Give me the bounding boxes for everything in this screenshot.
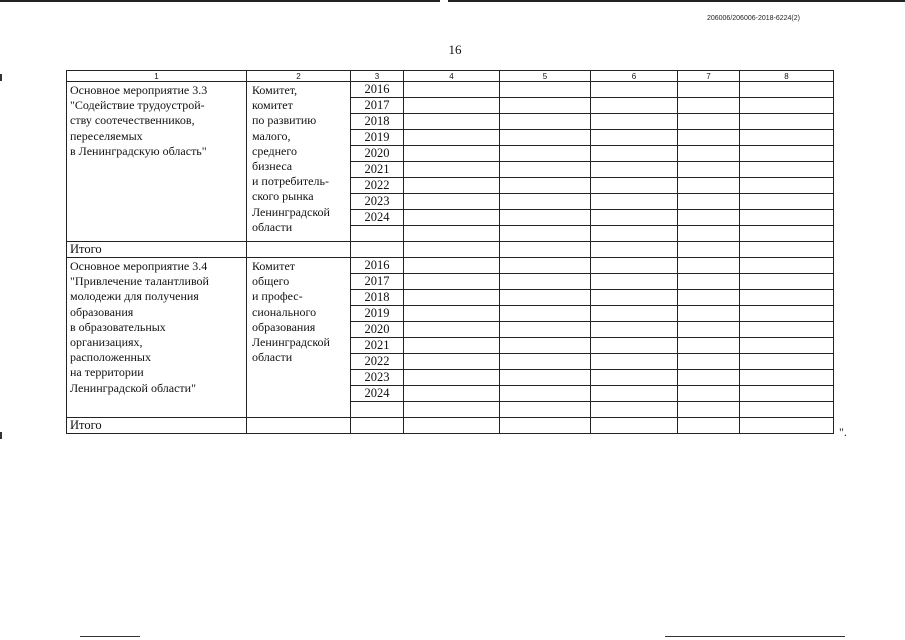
activity-name: Основное мероприятие 3.3 "Содействие трудоустрой- ству соотечественников, переселяемых в Ленинградскую область" xyxy=(70,83,208,158)
header-cell: 3 xyxy=(351,71,404,82)
executor-name: Комитет, комитет по развитию малого, среднего бизнеса и потребитель- ского рынка Ленинградской области xyxy=(252,83,330,234)
table-row xyxy=(67,82,834,98)
year-cell: 2021 xyxy=(351,162,404,178)
header-cell: 5 xyxy=(500,71,591,82)
activity-cell xyxy=(67,258,247,418)
header-cell: 4 xyxy=(404,71,500,82)
year-cell: 2022 xyxy=(351,354,404,370)
total-row xyxy=(67,242,834,258)
header-cell: 6 xyxy=(591,71,678,82)
year-cell: 2017 xyxy=(351,98,404,114)
page-top-edge xyxy=(0,0,905,2)
table-row xyxy=(67,258,834,274)
year-cell: 2018 xyxy=(351,114,404,130)
header-cell: 2 xyxy=(247,71,351,82)
year-cell: 2024 xyxy=(351,386,404,402)
header-cell: 8 xyxy=(740,71,834,82)
scan-bottom-mark xyxy=(80,636,140,637)
year-cell: 2022 xyxy=(351,178,404,194)
year-cell: 2016 xyxy=(351,82,404,98)
activity-cell xyxy=(67,82,247,242)
header-cell: 1 xyxy=(67,71,247,82)
scan-margin-mark xyxy=(0,74,2,81)
year-cell: 2016 xyxy=(351,258,404,274)
executor-cell xyxy=(247,82,351,242)
year-cell: 2019 xyxy=(351,306,404,322)
program-activities-table xyxy=(66,70,834,434)
header-cell: 7 xyxy=(678,71,740,82)
year-cell: 2018 xyxy=(351,290,404,306)
scan-margin-mark xyxy=(0,432,2,439)
executor-name: Комитет общего и профес- сионального образования Ленинградской области xyxy=(252,259,330,365)
year-cell: 2020 xyxy=(351,146,404,162)
year-cell: 2021 xyxy=(351,338,404,354)
total-label: Итого xyxy=(67,418,247,434)
header-row xyxy=(67,71,834,82)
year-cell: 2020 xyxy=(351,322,404,338)
year-cell: 2023 xyxy=(351,194,404,210)
scan-bottom-mark xyxy=(665,636,845,637)
year-cell: 2019 xyxy=(351,130,404,146)
total-row xyxy=(67,418,834,434)
document-id: 206006/206006-2018-6224(2) xyxy=(706,15,800,22)
year-cell: 2017 xyxy=(351,274,404,290)
executor-cell xyxy=(247,258,351,418)
page-number: 16 xyxy=(448,42,462,57)
year-cell: 2023 xyxy=(351,370,404,386)
year-cell: 2024 xyxy=(351,210,404,226)
activity-name: Основное мероприятие 3.4 "Привлечение талантливой молодежи для получения образования в образовательных организациях, расположенных на территории Ленинградской области" xyxy=(70,259,209,395)
closing-quote-mark: ". xyxy=(839,425,847,439)
total-label: Итого xyxy=(67,242,247,258)
